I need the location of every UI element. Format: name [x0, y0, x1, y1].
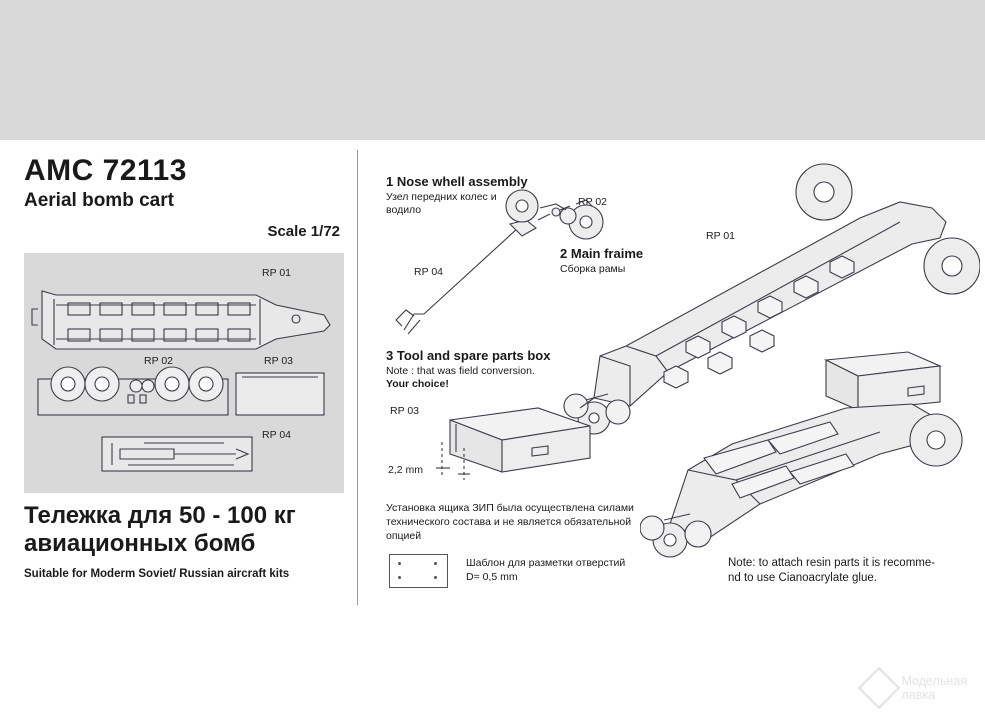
tool-box-illustration — [420, 398, 600, 488]
step-1-part-label-rp02: RP 02 — [578, 196, 607, 208]
assembled-cart-illustration — [640, 348, 980, 568]
step-3-title-text: Tool and spare parts box — [396, 348, 551, 363]
glue-note-line1: Note: to attach resin parts it is recomme- — [728, 557, 936, 569]
step-3-subtitle-line2: Your choice! — [386, 378, 449, 391]
parts-label-rp03: RP 03 — [264, 355, 293, 367]
kit-name: Aerial bomb cart — [24, 189, 174, 211]
parts-overview-illustration — [24, 253, 344, 493]
step-3 — [386, 348, 586, 391]
step-2-part-label-rp01: RP 01 — [706, 230, 735, 242]
step-3-subtitle-line1: Note : that was field conversion. — [386, 365, 535, 377]
step-3-part-label-rp03: RP 03 — [390, 405, 419, 417]
step-1-part-label-rp04: RP 04 — [414, 266, 443, 278]
drill-template-swatch — [389, 554, 448, 588]
step-1-number: 1 — [386, 174, 394, 189]
step-2-subtitle-line1: Сборка рамы — [560, 263, 626, 275]
parts-label-rp04: RP 04 — [262, 429, 291, 441]
parts-overview-panel — [24, 253, 344, 493]
template-hole-dot — [398, 576, 401, 579]
step-2-number: 2 — [560, 246, 568, 261]
watermark-line1: Модельная — [901, 673, 967, 688]
kit-code: AMC 72113 — [24, 154, 187, 187]
step-1-title-text: Nose whell assembly — [396, 174, 528, 189]
watermark — [864, 673, 968, 703]
kit-title-ru — [24, 502, 364, 559]
watermark-logo-icon — [857, 667, 899, 709]
step-2-title-text: Main fraime — [570, 246, 644, 261]
step-3-dimension: 2,2 mm — [388, 464, 424, 476]
step-3-title — [386, 348, 586, 363]
kit-scale: Scale 1/72 — [267, 223, 340, 241]
template-hole-dot — [434, 562, 437, 565]
box-installation-note: Установка ящика ЗИП была осуществлена силами технического состава и не является обязательной опцией — [386, 502, 634, 542]
step-1-subtitle-line1: Узел передних колес и — [386, 191, 497, 203]
top-grey-band — [0, 0, 985, 140]
step-1-subtitle-line2: водило — [386, 204, 422, 217]
column-divider — [357, 150, 358, 605]
parts-label-rp02: RP 02 — [144, 355, 173, 367]
glue-note — [728, 556, 978, 586]
step-3-number: 3 — [386, 348, 394, 363]
template-hole-dot — [398, 562, 401, 565]
watermark-text — [902, 674, 968, 703]
kit-title-ru-line1: Тележка для 50 - 100 кг — [24, 502, 296, 529]
template-hole-dot — [434, 576, 437, 579]
drill-template-note-line2: D= 0,5 mm — [466, 571, 518, 584]
suitable-note: Suitable for Moderm Soviet/ Russian aircraft kits — [24, 568, 290, 580]
drill-template-note — [466, 556, 666, 584]
watermark-line2: лавка — [901, 688, 936, 702]
drill-template-note-line1: Шаблон для разметки отверстий — [466, 557, 626, 569]
glue-note-line2: nd to use Cianoacrylate glue. — [728, 571, 877, 584]
kit-title-ru-line2: авиационных бомб — [24, 530, 256, 558]
kit-header — [24, 155, 344, 240]
parts-label-rp01: RP 01 — [262, 267, 291, 279]
step-3-subtitle — [386, 365, 586, 391]
